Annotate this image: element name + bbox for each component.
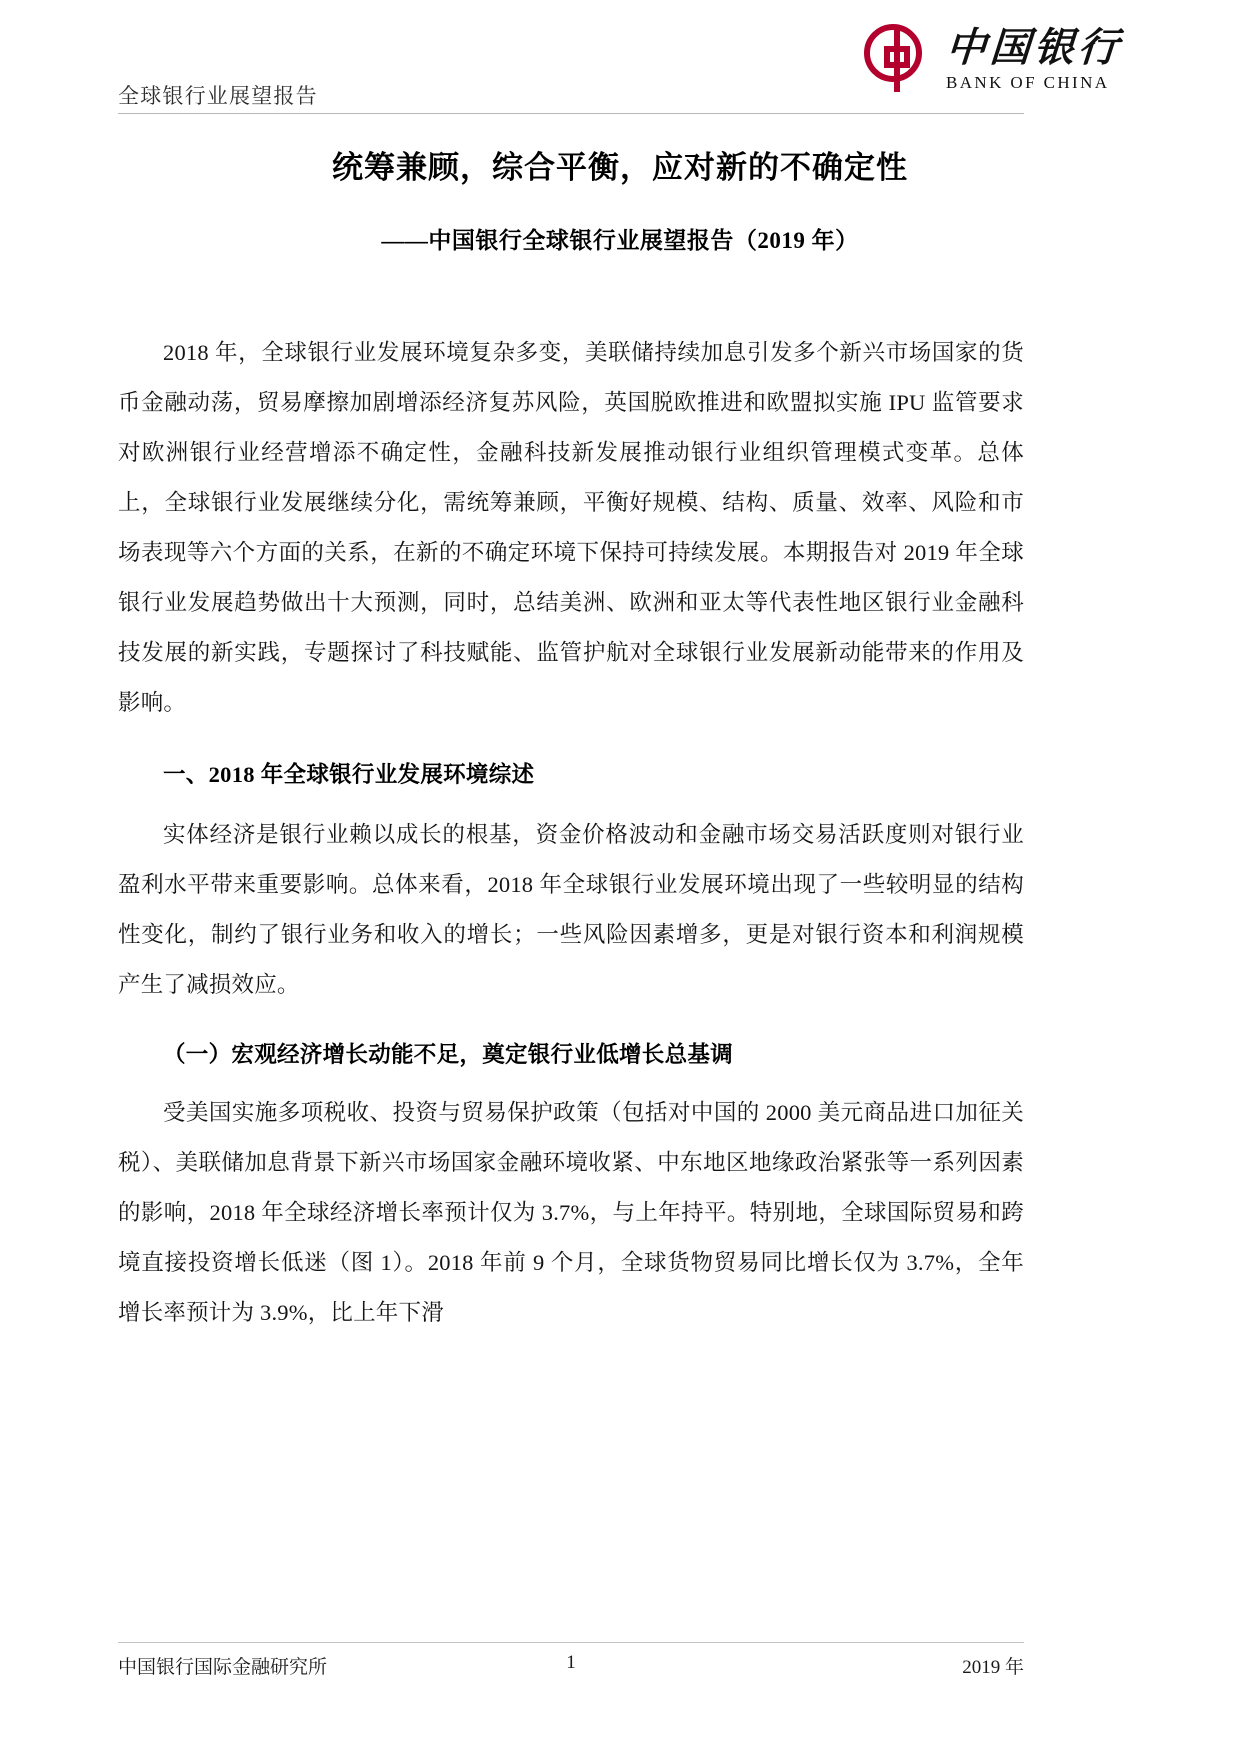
paragraph-section1-intro: 实体经济是银行业赖以成长的根基，资金价格波动和金融市场交易活跃度则对银行业盈利水平带来重要影响。总体来看，2018 年全球银行业发展环境出现了一些较明显的结构性变化，制约了银行业务和收入的增长；一些风险因素增多，更是对银行资本和利润规模产生了减损效应。 <box>118 822 1024 997</box>
footer-institution: 中国银行国际金融研究所 <box>118 1657 328 1678</box>
logo-wordmark <box>944 24 1124 92</box>
footer-page-number: 1 <box>566 1652 576 1673</box>
logo-chinese-name: 中国银行 <box>944 24 1124 70</box>
footer-divider <box>118 1642 1024 1643</box>
page-title: 统筹兼顾，综合平衡，应对新的不确定性 <box>332 150 908 185</box>
subsection-heading-1-1: （一）宏观经济增长动能不足，奠定银行业低增长总基调 <box>163 1042 734 1067</box>
document-body <box>118 328 1024 1338</box>
footer-year: 2019 年 <box>962 1657 1024 1678</box>
page-header <box>0 0 1240 122</box>
paragraph-subsection1-1: 受美国实施多项税收、投资与贸易保护政策（包括对中国的 2000 美元商品进口加征关税）、美联储加息背景下新兴市场国家金融环境收紧、中东地区地缘政治紧张等一系列因素的影响，2018 年全球经济增长率预计仅为 3.7%，与上年持平。特别地，全球国际贸易和跨境直接投资增长低迷（图 1）。2018 年前 9 个月，全球货物贸易同比增长仅为 3.7%，全年增长率预计为 3.9%，比上年下滑 <box>118 1100 1024 1325</box>
page-subtitle: ——中国银行全球银行业展望报告（2019 年） <box>381 228 859 253</box>
section-heading-1: 一、2018 年全球银行业发展环境综述 <box>163 762 535 787</box>
bank-of-china-logo <box>864 24 1122 94</box>
page-footer <box>118 1642 1024 1676</box>
header-divider <box>118 113 1024 114</box>
running-header-title: 全球银行业展望报告 <box>118 84 318 108</box>
paragraph-abstract: 2018 年，全球银行业发展环境复杂多变，美联储持续加息引发多个新兴市场国家的货币金融动荡，贸易摩擦加剧增添经济复苏风险，英国脱欧推进和欧盟拟实施 IPU 监管要求对欧洲银行业经营增添不确定性，金融科技新发展推动银行业组织管理模式变革。总体上，全球银行业发展继续分化，需统筹兼顾，平衡好规模、结构、质量、效率、风险和市场表现等六个方面的关系，在新的不确定环境下保持可持续发展。本期报告对 2019 年全球银行业发展趋势做出十大预测，同时，总结美洲、欧洲和亚太等代表性地区银行业金融科技发展的新实践，专题探讨了科技赋能、监管护航对全球银行业发展新动能带来的作用及影响。 <box>118 340 1024 715</box>
bank-of-china-logo-icon <box>864 24 934 94</box>
logo-english-name: BANK OF CHINA <box>946 72 1110 92</box>
